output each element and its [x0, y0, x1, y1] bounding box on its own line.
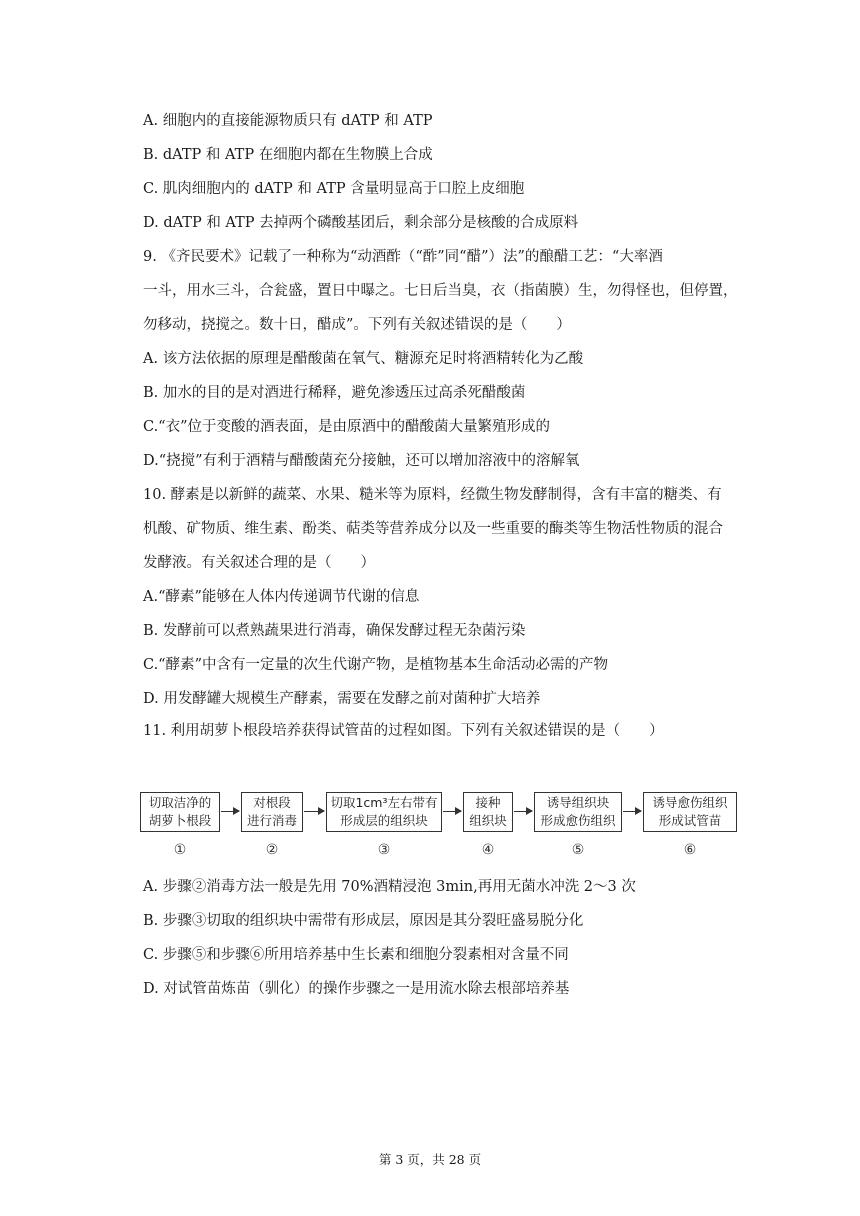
flow-step-2-line-1: 对根段 [253, 795, 291, 810]
q11-option-d: D. 对试管苗炼苗（驯化）的操作步骤之一是用流水除去根部培养基 [143, 981, 570, 997]
flow-step-4-line-1: 接种 [475, 795, 501, 810]
q9-stem-line-2: 一斗，用水三斗，合瓮盛，置日中曝之。七日后当臭，衣（指菌膜）生，勿得怪也，但停置， [143, 283, 738, 299]
q11-option-b: B. 步骤③切取的组织块中需带有形成层，原因是其分裂旺盛易脱分化 [143, 913, 584, 929]
q10-stem-line-1: 10. 酵素是以新鲜的蔬菜、水果、糙米等为原料，经微生物发酵制得，含有丰富的糖类、有 [143, 487, 722, 503]
q9-stem-line-1: 9. 《齐民要术》记载了一种称为“动酒酢（“酢”同“醋”）法”的酿醋工艺：“大率酒 [143, 249, 663, 265]
q11-option-c: C. 步骤⑤和步骤⑥所用培养基中生长素和细胞分裂素相对含量不同 [143, 947, 569, 963]
flow-arrow-4 [514, 811, 532, 812]
flow-step-3-number: ③ [377, 842, 391, 858]
flow-step-5-line-1: 诱导组织块 [546, 795, 610, 810]
flow-arrow-1 [221, 811, 239, 812]
q9-option-a: A. 该方法依据的原理是醋酸菌在氧气、糖源充足时将酒精转化为乙酸 [143, 351, 584, 367]
q11-option-a: A. 步骤②消毒方法一般是先用 70%酒精浸泡 3min,再用无菌水冲洗 2～3 次 [143, 879, 636, 895]
flow-step-6-line-1: 诱导愈伤组织 [652, 795, 728, 810]
q9-option-b: B. 加水的目的是对酒进行稀释，避免渗透压过高杀死醋酸菌 [143, 385, 526, 401]
flow-step-3-line-2: 形成层的组织块 [340, 813, 428, 828]
flow-step-2-line-2: 进行消毒 [246, 813, 297, 828]
flow-step-4-line-2: 组织块 [469, 813, 507, 828]
flow-step-5-box [534, 792, 622, 832]
flow-step-2-number: ② [265, 842, 279, 858]
page-footer: 第 3 页，共 28 页 [378, 1152, 482, 1167]
flow-step-1-line-2: 胡萝卜根段 [148, 813, 212, 828]
flow-step-1-box [140, 792, 220, 832]
tissue-culture-flow-diagram [140, 786, 740, 866]
flow-arrow-5 [623, 811, 641, 812]
q11-stem: 11. 利用胡萝卜根段培养获得试管苗的过程如图。下列有关叙述错误的是（ ） [143, 723, 664, 739]
flow-step-3-line-1: 切取1cm³左右带有 [330, 795, 438, 810]
flow-step-4-box [463, 792, 513, 832]
q8-option-a: A. 细胞内的直接能源物质只有 dATP 和 ATP [143, 113, 433, 129]
flow-step-5-number: ⑤ [571, 842, 585, 858]
flow-step-5-line-2: 形成愈伤组织 [540, 813, 616, 828]
q9-option-c: C.“衣”位于变酸的酒表面，是由原酒中的醋酸菌大量繁殖形成的 [143, 419, 551, 435]
q8-option-c: C. 肌肉细胞内的 dATP 和 ATP 含量明显高于口腔上皮细胞 [143, 181, 525, 197]
q10-option-c: C.“酵素”中含有一定量的次生代谢产物，是植物基本生命活动必需的产物 [143, 657, 609, 673]
q9-option-d: D.“挠搅”有利于酒精与醋酸菌充分接触，还可以增加溶液中的溶解氧 [143, 453, 580, 469]
q10-option-a: A.“酵素”能够在人体内传递调节代谢的信息 [143, 589, 420, 605]
flow-step-6-number: ⑥ [683, 842, 697, 858]
flow-arrow-3 [443, 811, 461, 812]
flow-step-6-box [643, 792, 737, 832]
q10-option-b: B. 发酵前可以煮熟蔬果进行消毒，确保发酵过程无杂菌污染 [143, 623, 526, 639]
flow-step-1-number: ① [173, 842, 187, 858]
q10-stem-line-2: 机酸、矿物质、维生素、酚类、萜类等营养成分以及一些重要的酶类等生物活性物质的混合 [143, 521, 723, 537]
flow-step-6-line-2: 形成试管苗 [658, 813, 722, 828]
flow-arrow-2 [304, 811, 324, 812]
q9-stem-line-3: 勿移动，挠搅之。数十日，醋成”。下列有关叙述错误的是（ ） [143, 317, 571, 333]
flow-step-2-box [241, 792, 303, 832]
q8-option-b: B. dATP 和 ATP 在细胞内都在生物膜上合成 [143, 147, 433, 163]
q8-option-d: D. dATP 和 ATP 去掉两个磷酸基团后，剩余部分是核酸的合成原料 [143, 215, 579, 231]
q10-stem-line-3: 发酵液。有关叙述合理的是（ ） [143, 555, 375, 571]
flow-step-3-box [326, 792, 442, 832]
q10-option-d: D. 用发酵罐大规模生产酵素，需要在发酵之前对菌种扩大培养 [143, 691, 541, 707]
flow-step-4-number: ④ [481, 842, 495, 858]
flow-step-1-line-1: 切取洁净的 [148, 795, 212, 810]
